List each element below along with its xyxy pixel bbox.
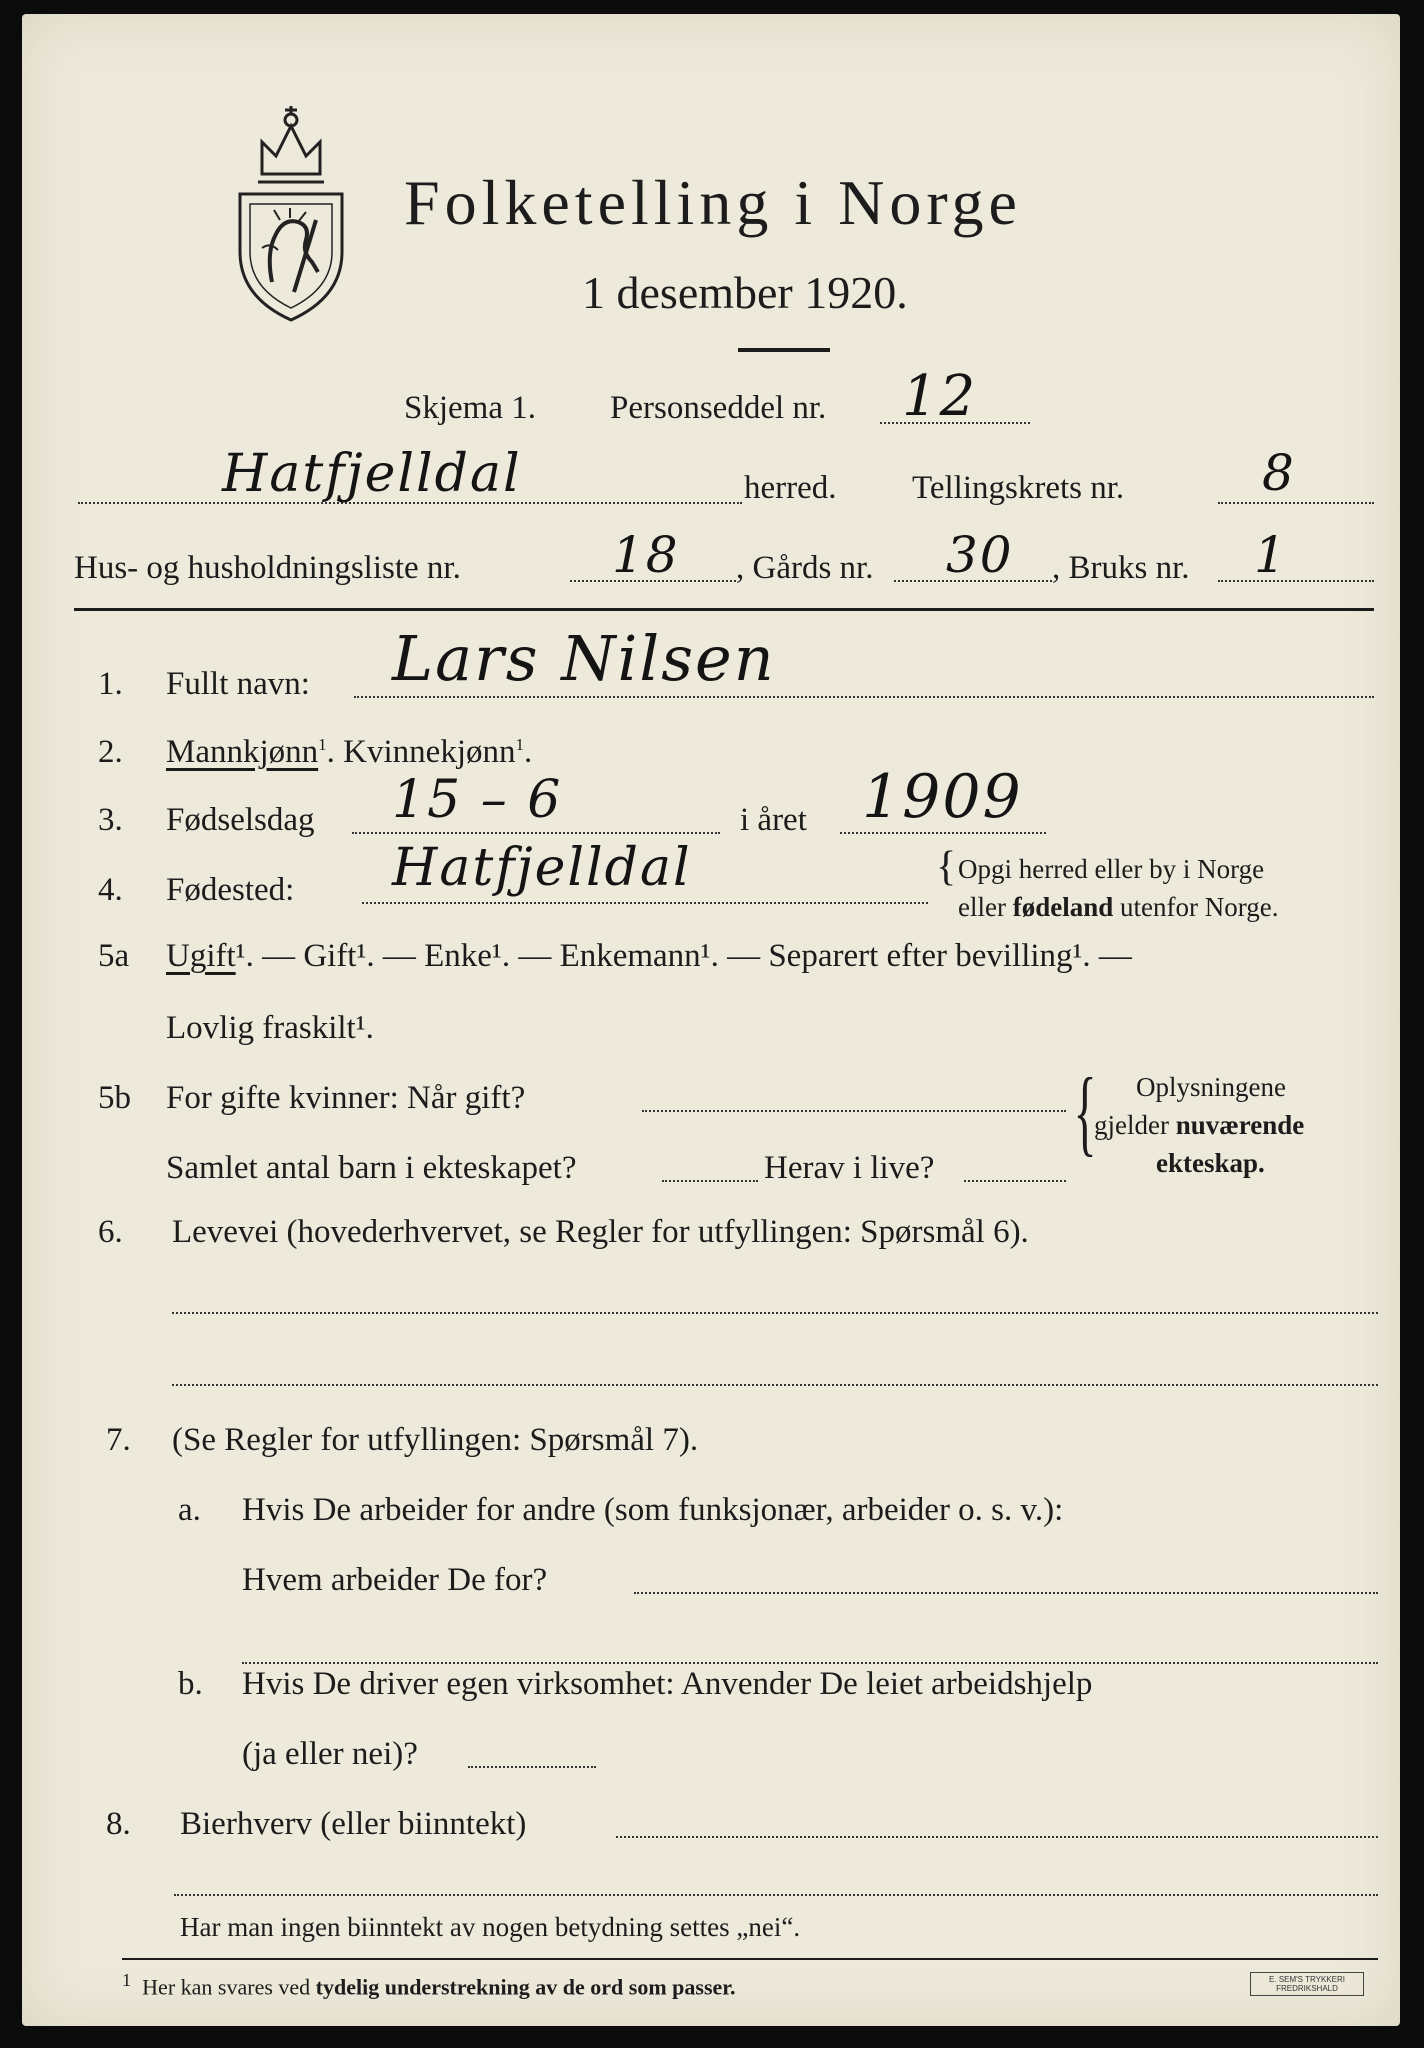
title-divider <box>738 348 830 352</box>
ugift-option-underlined: Ugift <box>166 938 236 974</box>
census-date: 1 desember 1920. <box>582 267 908 318</box>
q8-number: 8. <box>106 1806 131 1842</box>
nei-instruction: Har man ingen biinntekt av nogen betydning settes „nei“. <box>180 1912 801 1942</box>
q1-label: Fullt navn: <box>166 666 310 702</box>
marriage-note-line2 <box>1094 1110 1304 1141</box>
birth-year-handwritten: 1909 <box>862 762 1023 832</box>
q5a-options <box>166 938 1132 975</box>
employer-field-line1 <box>634 1592 1378 1594</box>
q5a-number: 5a <box>98 938 130 974</box>
form-title: Folketelling i Norge <box>404 167 1022 238</box>
bruks-handwritten: 1 <box>1254 526 1288 584</box>
children-count-field-line <box>662 1180 758 1182</box>
marriage-note-line3: ekteskap. <box>1156 1148 1265 1178</box>
footnote-rule <box>122 1958 1378 1960</box>
separator: . <box>524 734 533 770</box>
marriage-note-line1: Oplysningene <box>1136 1072 1286 1102</box>
birthdate-field-line <box>352 832 720 834</box>
birthplace-note-line1: Opgi herred eller by i Norge <box>958 854 1265 884</box>
birth-year-field-line <box>840 832 1046 834</box>
note-text: eller <box>958 892 1013 922</box>
birthplace-handwritten: Hatfjelldal <box>392 838 692 898</box>
male-option-underlined: Mannkjønn <box>166 734 319 770</box>
q7b-letter: b. <box>178 1666 203 1702</box>
bruks-field-line <box>1218 580 1374 582</box>
herred-handwritten: Hatfjelldal <box>222 444 522 504</box>
side-income-field-line2 <box>174 1894 1378 1896</box>
printer-stamp: E. SEM'S TRYKKERI FREDRIKSHALD <box>1250 1972 1364 1996</box>
q7a-letter: a. <box>178 1492 201 1528</box>
employer-field-line2 <box>242 1662 1378 1664</box>
hired-help-field-line <box>468 1766 596 1768</box>
married-when-field-line <box>642 1110 1066 1112</box>
q5a-line2: Lovlig fraskilt¹. <box>166 1010 374 1046</box>
footnote-marker: 1 <box>318 735 327 754</box>
tellingskrets-label: Tellingskrets nr. <box>912 470 1125 506</box>
husholdningsliste-label: Hus- og husholdningsliste nr. <box>74 550 461 586</box>
q5b-children-label: Samlet antal barn i ekteskapet? <box>166 1150 577 1186</box>
brace-icon: { <box>1073 1058 1097 1165</box>
note-text: gjelder <box>1094 1110 1176 1140</box>
q5b-alive-label: Herav i live? <box>764 1150 935 1186</box>
note-text: utenfor Norge. <box>1113 892 1279 922</box>
q2-number: 2. <box>98 734 123 770</box>
occupation-field-line1 <box>172 1312 1378 1314</box>
q7b-line1: Hvis De driver egen virksomhet: Anvender De leiet arbeidshjelp <box>242 1666 1093 1702</box>
note-bold-text: nuværende <box>1175 1110 1305 1140</box>
footnote-bold-text: tydelig understrekning av de ord som passer. <box>315 1974 736 2000</box>
full-name-handwritten: Lars Nilsen <box>392 622 776 695</box>
q3-number: 3. <box>98 802 123 838</box>
birthdate-handwritten: 15 – 6 <box>392 770 563 830</box>
header-separator-rule <box>74 608 1374 611</box>
q6-number: 6. <box>98 1214 123 1250</box>
footnote-marker: 1 <box>122 1970 132 1990</box>
norwegian-coat-of-arms-icon <box>232 102 350 324</box>
q5a-other-options: ¹. — Gift¹. — Enke¹. — Enkemann¹. — Separert efter bevilling¹. — <box>235 938 1132 974</box>
occupation-field-line2 <box>172 1384 1378 1386</box>
personseddel-number-handwritten: 12 <box>902 364 978 429</box>
q8-label: Bierhverv (eller biinntekt) <box>180 1806 527 1842</box>
husholdningsliste-handwritten: 18 <box>612 526 680 584</box>
q3-label: Fødselsdag <box>166 802 315 838</box>
herred-label: herred. <box>744 470 837 506</box>
q7-number: 7. <box>106 1422 131 1458</box>
tellingskrets-field-line <box>1218 502 1374 504</box>
birthplace-note-line2 <box>958 892 1278 923</box>
side-income-field-line1 <box>616 1836 1378 1838</box>
q1-field-line <box>354 696 1374 698</box>
census-form-page <box>22 14 1400 2026</box>
skjema-label: Skjema 1. <box>404 390 536 426</box>
q5b-line1: For gifte kvinner: Når gift? <box>166 1080 526 1116</box>
children-alive-field-line <box>964 1180 1066 1182</box>
q6-label: Levevei (hovederhvervet, se Regler for utfyllingen: Spørsmål 6). <box>172 1214 1029 1250</box>
brace-icon: { <box>936 844 957 890</box>
q7b-line2: (ja eller nei)? <box>242 1736 418 1772</box>
bruks-label: , Bruks nr. <box>1052 550 1190 586</box>
footnote <box>122 1970 736 2000</box>
q4-label: Fødested: <box>166 872 295 908</box>
gards-label: , Gårds nr. <box>736 550 874 586</box>
personseddel-label: Personseddel nr. <box>610 390 827 426</box>
footnote-marker: 1 <box>515 735 524 754</box>
q2-options <box>166 734 532 771</box>
birthplace-field-line <box>362 902 928 904</box>
gards-handwritten: 30 <box>946 526 1014 584</box>
q7a-line2: Hvem arbeider De for? <box>242 1562 548 1598</box>
q5b-number: 5b <box>98 1080 131 1116</box>
q4-number: 4. <box>98 872 123 908</box>
q7a-line1: Hvis De arbeider for andre (som funksjonær, arbeider o. s. v.): <box>242 1492 1064 1528</box>
birth-year-label: i året <box>740 802 807 838</box>
q1-number: 1. <box>98 666 123 702</box>
female-option: Kvinnekjønn <box>343 734 516 770</box>
tellingskrets-handwritten: 8 <box>1262 444 1296 502</box>
q7-label: (Se Regler for utfyllingen: Spørsmål 7). <box>172 1422 699 1458</box>
separator: . <box>326 734 335 770</box>
note-bold-text: fødeland <box>1012 892 1114 922</box>
footnote-text: Her kan svares ved <box>142 1974 316 2000</box>
